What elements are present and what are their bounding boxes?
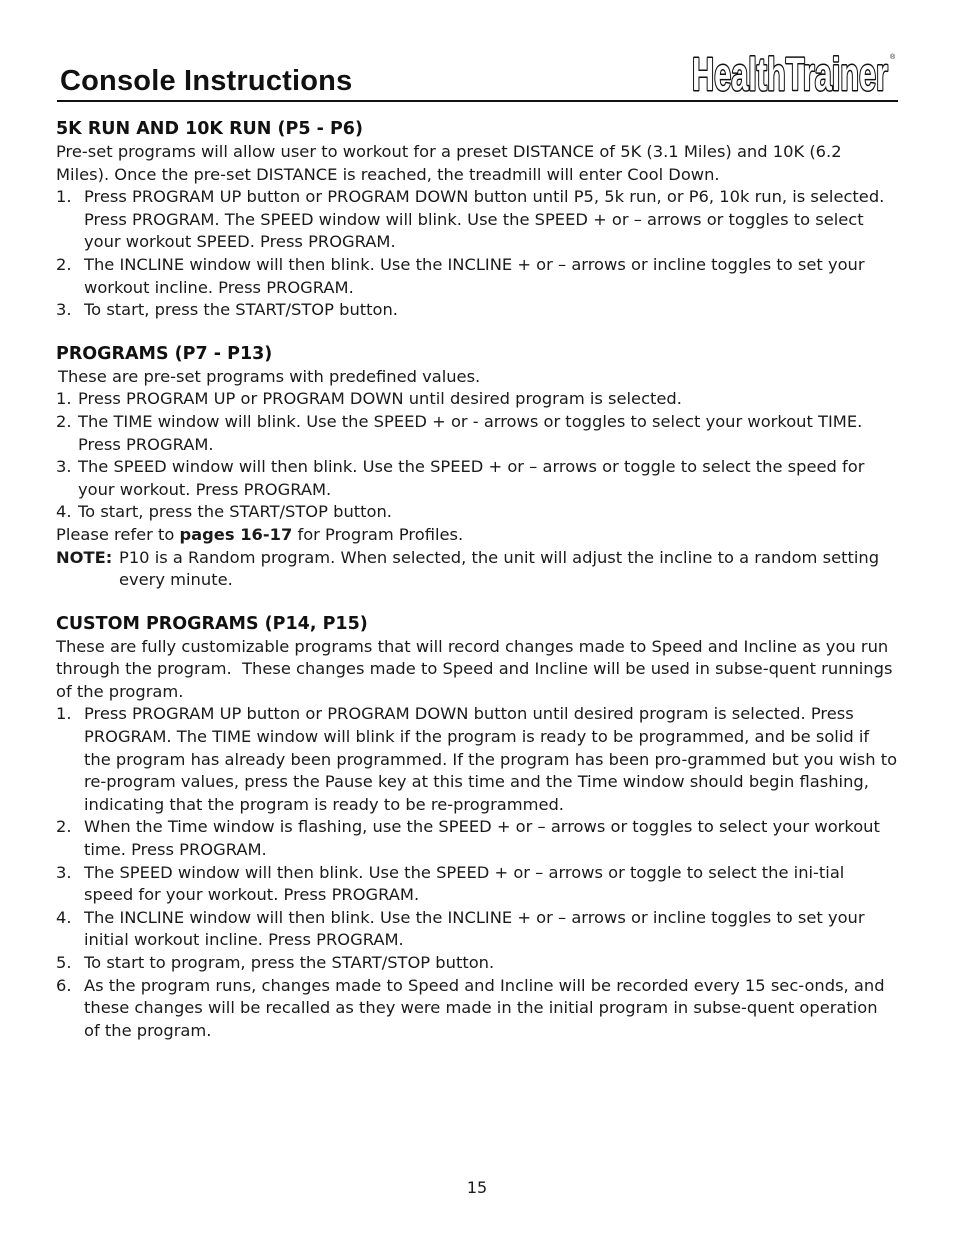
section-intro: These are fully customizable programs that will record changes made to Speed and Incline as you run through the program. These changes made to Speed and Incline will be used in subse-quent runnings of the program. <box>56 636 898 701</box>
list-text: Press PROGRAM UP button or PROGRAM DOWN button until P5, 5k run, or P6, 10k run, is selected. Press PROGRAM. The SPEED window will blink. Use the SPEED + or – arrows or toggles to select your workout SPEED. Press PROGRAM. <box>84 187 885 252</box>
section-heading: PROGRAMS (P7 - P13) <box>56 343 273 364</box>
list-text: The TIME window will blink. Use the SPEED + or - arrows or toggles to select your workout TIME. Press PROGRAM. <box>78 411 863 454</box>
list-text: Press PROGRAM UP button or PROGRAM DOWN button until desired program is selected. Press PROGRAM. The TIME window will blink if the program is ready to be programmed, and be solid if the program has already been programmed. If the program has been pro-grammed but you wish to re-program values, press the Pause key at this time and the Time window should begin flashing, indicating that the program is ready to be re-programmed. <box>84 704 898 814</box>
page-reference <box>56 524 898 547</box>
section-custom-programs <box>56 612 898 1043</box>
list-number: 3. <box>56 457 72 477</box>
list-text: To start, press the START/STOP button. <box>84 300 398 320</box>
list-number: 1. <box>56 704 72 724</box>
list-item <box>56 299 898 322</box>
section-intro: Pre-set programs will allow user to workout for a preset DISTANCE of 5K (3.1 Miles) and 10K (6.2 Miles). Once the pre-set DISTANCE is reached, the treadmill will enter Cool Down. <box>56 142 847 184</box>
list-item <box>56 862 898 907</box>
list-item <box>56 186 898 254</box>
list-item <box>56 501 898 524</box>
list-text: As the program runs, changes made to Speed and Incline will be recorded every 15 sec-onds, and these changes will be recalled as they were made in the initial program in subse-quent operation of the program. <box>84 975 885 1040</box>
section-programs <box>56 342 898 592</box>
list-item <box>56 952 898 975</box>
list-text: To start to program, press the START/STOP button. <box>84 953 495 972</box>
page-title: Console Instructions <box>60 65 353 97</box>
reference-pages: pages 16-17 <box>179 524 293 544</box>
list-number: 6. <box>56 975 72 995</box>
list-number: 2. <box>56 254 72 274</box>
note-text: P10 is a Random program. When selected, the unit will adjust the incline to a random setting every minute. <box>119 547 880 590</box>
list-text: The SPEED window will then blink. Use the SPEED + or – arrows or toggle to select the speed for your workout. Press PROGRAM. <box>78 457 865 499</box>
list-number: 1. <box>56 187 72 207</box>
section-heading: CUSTOM PROGRAMS (P14, P15) <box>56 613 368 634</box>
logo-wordmark: HealthTrainer <box>692 48 889 98</box>
list-item <box>56 254 898 299</box>
registered-mark-icon: ® <box>890 54 896 61</box>
list-item <box>56 907 898 952</box>
list-number: 2. <box>56 817 72 837</box>
list-number: 5. <box>56 953 72 972</box>
page-content <box>56 117 898 1062</box>
list-item <box>56 816 898 861</box>
list-text: The SPEED window will then blink. Use the SPEED + or – arrows or toggle to select the ini-tial speed for your workout. Press PROGRAM. <box>84 862 845 905</box>
note-label: NOTE: <box>56 547 113 567</box>
list-text: To start, press the START/STOP button. <box>78 502 392 522</box>
page-number: 15 <box>466 1178 488 1197</box>
list-item <box>56 411 898 456</box>
reference-prefix: Please refer to <box>56 524 180 544</box>
list-item <box>56 975 898 1043</box>
section-5k-10k-run <box>56 117 898 322</box>
list-text: The INCLINE window will then blink. Use the INCLINE + or – arrows or incline toggles to set your workout incline. Press PROGRAM. <box>84 254 865 297</box>
reference-suffix: for Program Profiles. <box>292 524 464 544</box>
list-number: 3. <box>56 300 72 320</box>
healthtrainer-logo <box>690 44 898 98</box>
list-number: 4. <box>56 502 72 522</box>
section-heading: 5K RUN AND 10K RUN (P5 - P6) <box>56 119 363 139</box>
section-intro: These are pre-set programs with predefined values. <box>58 366 481 386</box>
list-text: When the Time window is flashing, use the SPEED + or – arrows or toggles to select your workout time. Press PROGRAM. <box>84 817 880 860</box>
page-header <box>57 44 898 102</box>
list-text: The INCLINE window will then blink. Use the INCLINE + or – arrows or incline toggles to set your initial workout incline. Press PROGRAM. <box>84 907 865 950</box>
list-item <box>56 456 898 501</box>
list-number: 3. <box>56 862 72 882</box>
list-item <box>56 703 898 816</box>
list-number: 2. <box>56 411 72 431</box>
list-text: Press PROGRAM UP or PROGRAM DOWN until desired program is selected. <box>78 389 682 409</box>
list-item <box>56 388 898 411</box>
note <box>56 547 898 592</box>
list-number: 1. <box>56 389 72 409</box>
list-number: 4. <box>56 907 72 927</box>
